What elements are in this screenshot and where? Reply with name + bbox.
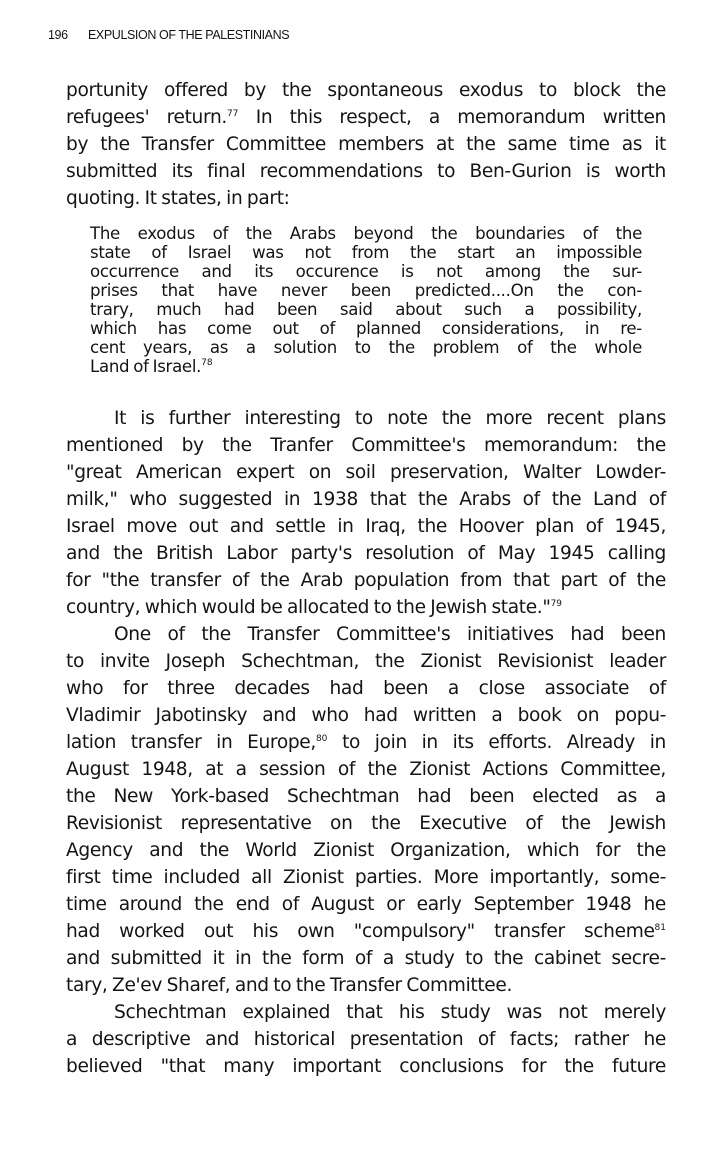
text-line: mentioned by the Tranfer Committee's memorandum: the — [66, 435, 666, 456]
text-line: lation transfer in Europe,$^{80}$ to join in its efforts. Already in — [66, 732, 666, 753]
text-line: a descriptive and historical presentation of facts; rather he — [66, 1029, 666, 1050]
block-quote — [90, 224, 642, 376]
quote-line: trary, much had been said about such a possibility, — [90, 300, 642, 319]
quote-line: Land of Israel.$^{78}$ — [90, 357, 213, 376]
text-line: "great American expert on soil preservation, Walter Lowder- — [66, 462, 666, 483]
running-head — [48, 28, 289, 42]
quote-line: which has come out of planned considerations, in re- — [90, 319, 642, 338]
footnote-ref: 78 — [201, 358, 213, 368]
quote-line: prises that have never been predicted....On the con- — [90, 281, 642, 300]
paragraph-3 — [66, 621, 666, 999]
text-line: tary, Ze'ev Sharef, and to the Transfer Committee. — [66, 975, 513, 996]
quote-line: occurrence and its occurence is not among the sur- — [90, 262, 642, 281]
text-line: Vladimir Jabotinsky and who had written a book on popu- — [66, 705, 666, 726]
footnote-ref: 79 — [550, 599, 563, 609]
paragraph-4 — [66, 999, 666, 1080]
footnote-ref: 80 — [315, 734, 328, 744]
running-title: EXPULSION OF THE PALESTINIANS — [88, 28, 290, 42]
text-line: Schechtman explained that his study was not merely — [114, 1002, 666, 1023]
quote-line: state of Israel was not from the start an impossible — [90, 243, 642, 262]
text-line: country, which would be allocated to the Jewish state."$^{79}$ — [66, 597, 563, 618]
text-line: had worked out his own "compulsory" transfer scheme$^{81}$ — [66, 921, 666, 942]
text-line: by the Transfer Committee members at the same time as it — [66, 134, 666, 155]
text-line: It is further interesting to note the more recent plans — [114, 408, 666, 429]
text-line: One of the Transfer Committee's initiatives had been — [114, 624, 666, 645]
text-line: milk," who suggested in 1938 that the Arabs of the Land of — [66, 489, 666, 510]
text-line: the New York-based Schechtman had been elected as a — [66, 786, 666, 807]
text-line: August 1948, at a session of the Zionist Actions Committee, — [66, 759, 666, 780]
paragraph-1 — [66, 77, 666, 212]
footnote-ref: 81 — [654, 923, 666, 933]
text-line: time around the end of August or early September 1948 he — [66, 894, 666, 915]
text-line: who for three decades had been a close associate of — [66, 678, 666, 699]
paragraph-2 — [66, 405, 666, 621]
quote-line: The exodus of the Arabs beyond the boundaries of the — [90, 224, 642, 243]
text-line: for "the transfer of the Arab population from that part of the — [66, 570, 666, 591]
text-line: believed "that many important conclusions for the future — [66, 1056, 666, 1077]
text-line: Israel move out and settle in Iraq, the Hoover plan of 1945, — [66, 516, 666, 537]
quote-line: cent years, as a solution to the problem of the whole — [90, 338, 642, 357]
text-line: first time included all Zionist parties. More importantly, some- — [66, 867, 666, 888]
text-line: portunity offered by the spontaneous exodus to block the — [66, 80, 666, 101]
text-line: Agency and the World Zionist Organization, which for the — [66, 840, 666, 861]
text-line: and the British Labor party's resolution of May 1945 calling — [66, 543, 666, 564]
text-line: to invite Joseph Schechtman, the Zionist Revisionist leader — [66, 651, 666, 672]
page-number: 196 — [48, 28, 68, 42]
text-line: refugees' return.$^{77}$ In this respect, a memorandum written — [66, 107, 666, 128]
text-line: and submitted it in the form of a study to the cabinet secre- — [66, 948, 666, 969]
text-line: Revisionist representative on the Executive of the Jewish — [66, 813, 666, 834]
text-line: submitted its final recommendations to Ben-Gurion is worth — [66, 161, 666, 182]
text-line: quoting. It states, in part: — [66, 188, 290, 209]
footnote-ref: 77 — [226, 109, 239, 119]
